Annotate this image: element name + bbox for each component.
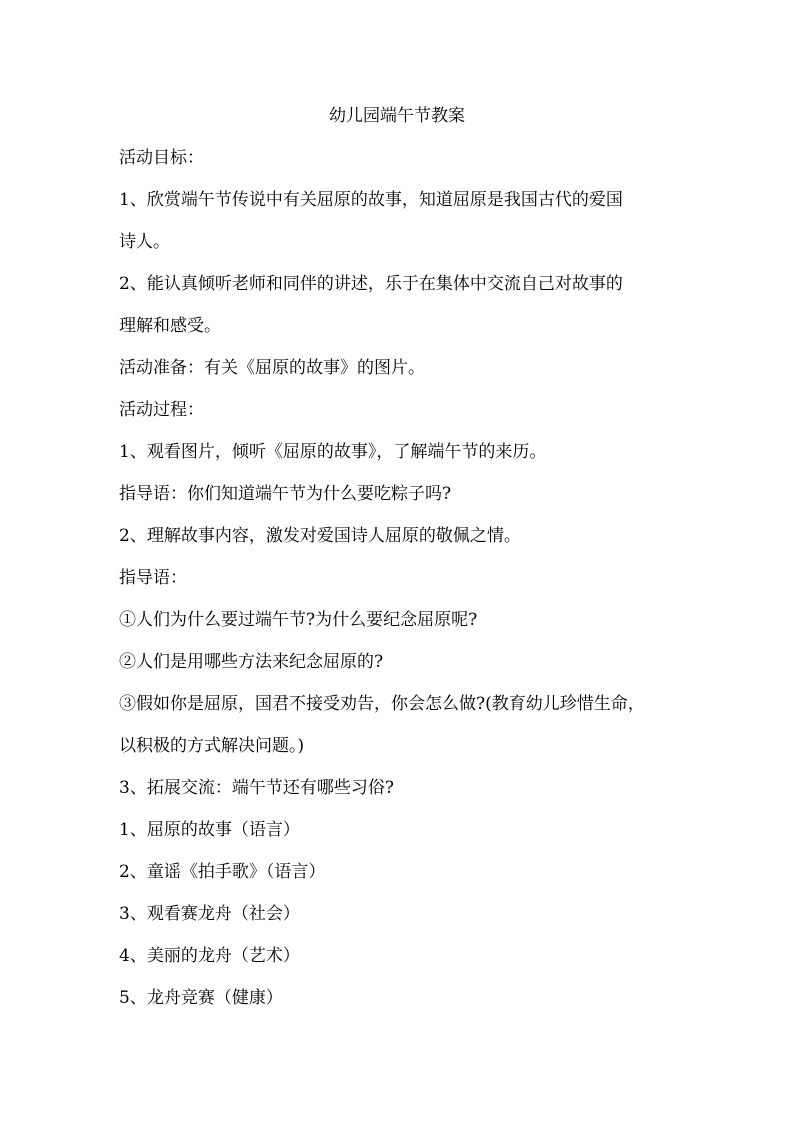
activity-list-item: 2、童谣《拍手歌》（语言）: [119, 862, 326, 882]
guide-question-c-line-1: ③假如你是屈原，国君不接受劝告，你会怎么做?(教育幼儿珍惜生命，: [119, 694, 645, 714]
goal-1-line-1: 1、欣赏端午节传说中有关屈原的故事，知道屈原是我国古代的爱国: [119, 190, 623, 210]
goal-2-line-1: 2、能认真倾听老师和同伴的讲述，乐于在集体中交流自己对故事的: [119, 274, 623, 294]
process-step-1: 1、观看图片，倾听《屈原的故事》，了解端午节的来历。: [119, 442, 547, 462]
activity-list-item: 3、观看赛龙舟（社会）: [119, 904, 300, 924]
guide-question-c-line-2: 以积极的方式解决问题。): [119, 736, 305, 756]
guide-question-b: ②人们是用哪些方法来纪念屈原的?: [119, 652, 384, 672]
activity-list-item: 5、龙舟竞赛（健康）: [119, 988, 283, 1008]
guide-label: 指导语：: [119, 568, 187, 588]
activity-list-item: 1、屈原的故事（语言）: [119, 820, 300, 840]
activity-list-item: 4、美丽的龙舟（艺术）: [119, 946, 300, 966]
preparation-line: 活动准备：有关《屈原的故事》的图片。: [119, 358, 425, 378]
process-step-2: 2、理解故事内容，激发对爱国诗人屈原的敬佩之情。: [119, 526, 521, 546]
process-step-3: 3、拓展交流：端午节还有哪些习俗?: [119, 778, 394, 798]
guide-question-1: 指导语：你们知道端午节为什么要吃粽子吗?: [119, 484, 452, 504]
goal-2-line-2: 理解和感受。: [119, 316, 221, 336]
goal-1-line-2: 诗人。: [119, 232, 170, 252]
guide-question-a: ①人们为什么要过端午节?为什么要纪念屈原呢?: [119, 610, 478, 630]
section-heading-goals: 活动目标：: [119, 148, 204, 168]
document-title: 幼儿园端午节教案: [329, 106, 465, 126]
section-heading-process: 活动过程：: [119, 400, 204, 420]
